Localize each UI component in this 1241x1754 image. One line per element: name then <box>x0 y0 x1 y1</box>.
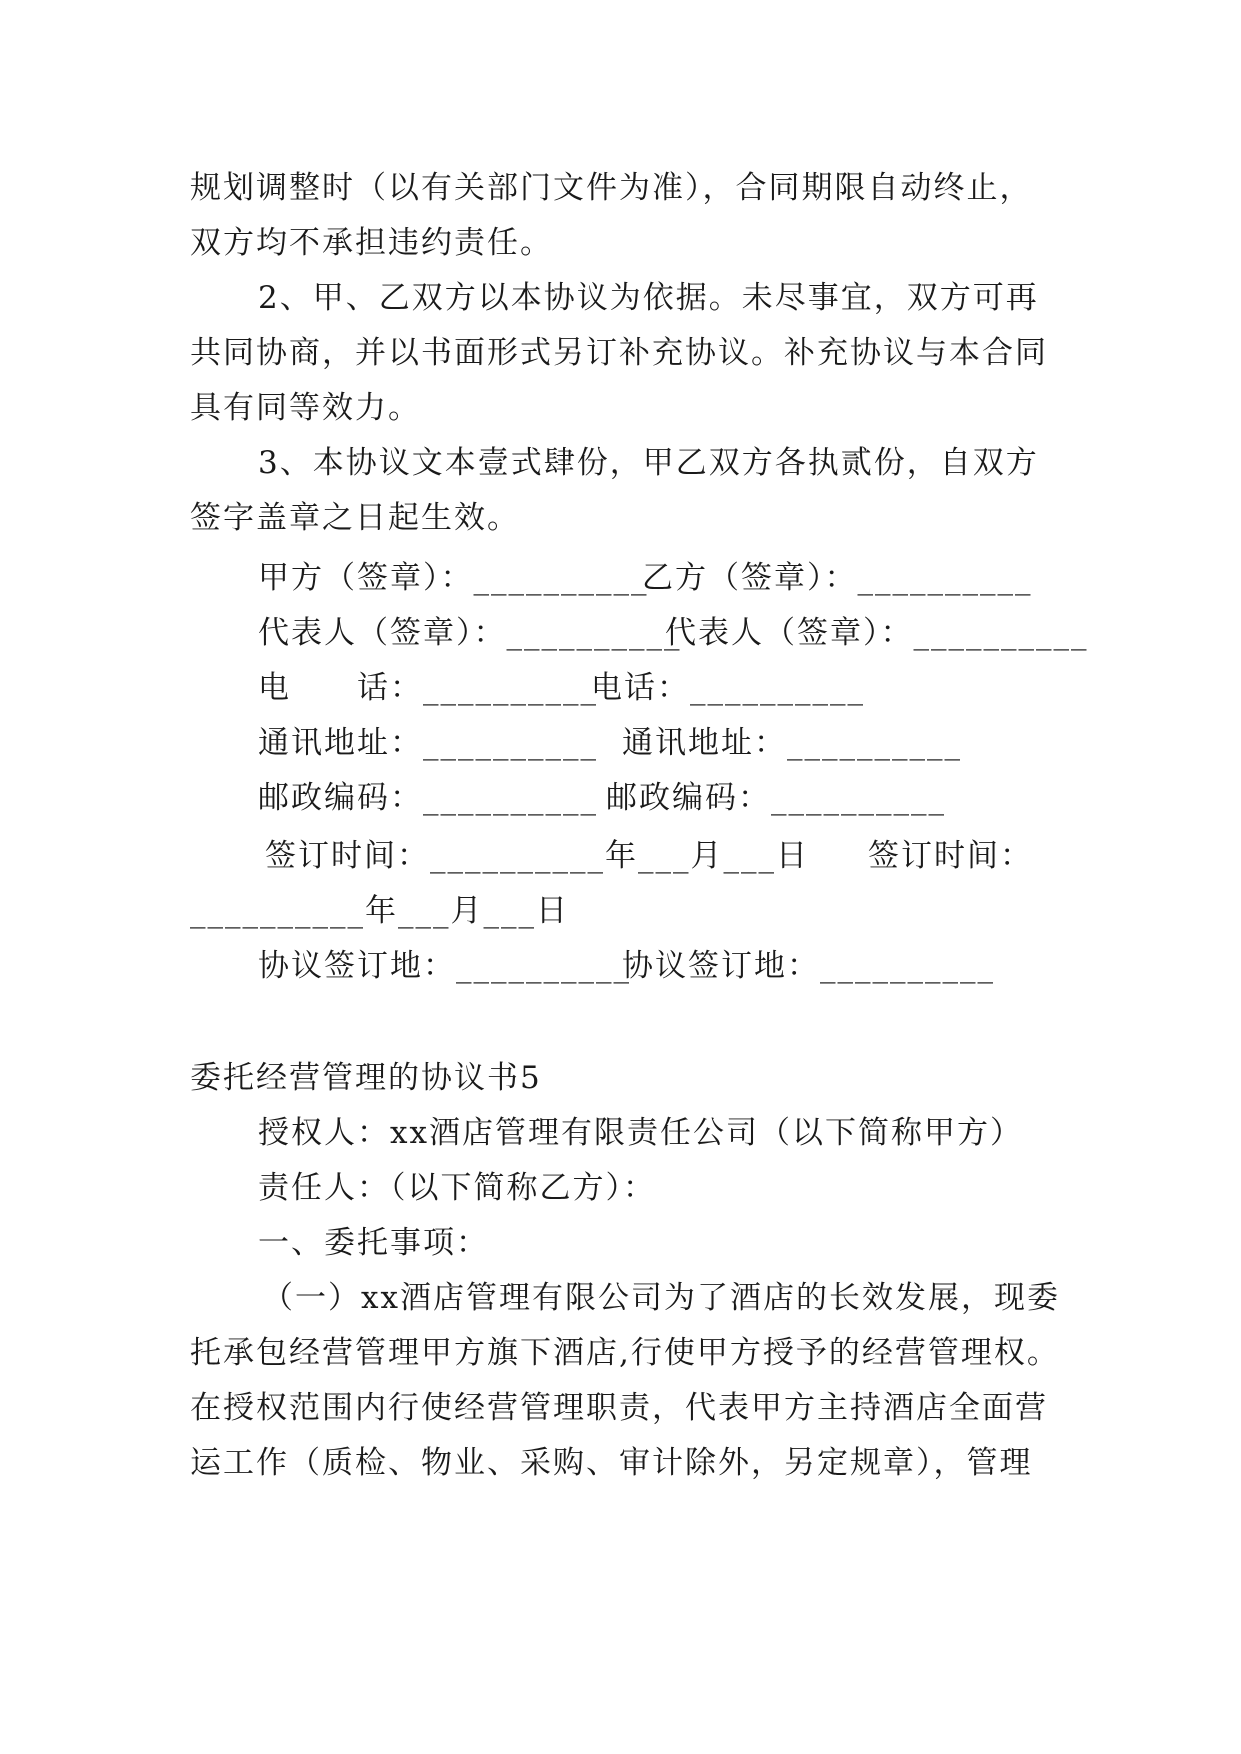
zip-b: 邮政编码：__________ <box>606 780 946 816</box>
party-b-signature: 乙方（签章）：__________ <box>642 560 1033 596</box>
section-title: 委托经营管理的协议书5 <box>190 1060 542 1096</box>
paragraph-line: 共同协商，并以书面形式另订补充协议。补充协议与本合同 <box>190 335 1048 371</box>
zip-a: 邮政编码：__________ <box>258 780 598 816</box>
paragraph-line: 3、本协议文本壹式肆份，甲乙双方各执贰份，自双方 <box>258 445 1039 481</box>
place-a: 协议签订地：__________ <box>258 948 631 984</box>
paragraph-line: 具有同等效力。 <box>190 390 421 426</box>
phone-b: 电话：__________ <box>591 670 865 706</box>
address-b: 通讯地址：__________ <box>622 725 962 761</box>
date-a: 签订时间：__________年___月___日 <box>265 838 809 874</box>
responsible-line: 责任人：（以下简称乙方）： <box>258 1170 656 1206</box>
paragraph-line: 在授权范围内行使经营管理职责，代表甲方主持酒店全面营 <box>190 1390 1048 1426</box>
grantor-line: 授权人：xx酒店管理有限责任公司（以下简称甲方） <box>258 1115 1023 1151</box>
paragraph-line: 签字盖章之日起生效。 <box>190 500 520 536</box>
paragraph-line: 规划调整时（以有关部门文件为准），合同期限自动终止， <box>190 170 1033 206</box>
place-b: 协议签订地：__________ <box>622 948 995 984</box>
rep-b-signature: 代表人（签章）：__________ <box>665 615 1089 651</box>
address-a: 通讯地址：__________ <box>258 725 598 761</box>
paragraph-line: 运工作（质检、物业、采购、审计除外，另定规章），管理 <box>190 1445 1033 1481</box>
phone-a: 电 话：__________ <box>258 670 598 706</box>
paragraph-line: 2、甲、乙双方以本协议为依据。未尽事宜，双方可再 <box>258 280 1039 316</box>
paragraph-line: 双方均不承担违约责任。 <box>190 225 553 261</box>
party-a-signature: 甲方（签章）：__________ <box>258 560 649 596</box>
date-b-continuation: __________年___月___日 <box>190 893 569 929</box>
heading-delegation: 一、委托事项： <box>258 1225 489 1261</box>
paragraph-line: （一）xx酒店管理有限公司为了酒店的长效发展，现委 <box>262 1280 1060 1316</box>
date-b-label: 签订时间： <box>868 838 1033 874</box>
paragraph-line: 托承包经营管理甲方旗下酒店,行使甲方授予的经营管理权。 <box>190 1335 1060 1371</box>
rep-a-signature: 代表人（签章）：__________ <box>258 615 682 651</box>
